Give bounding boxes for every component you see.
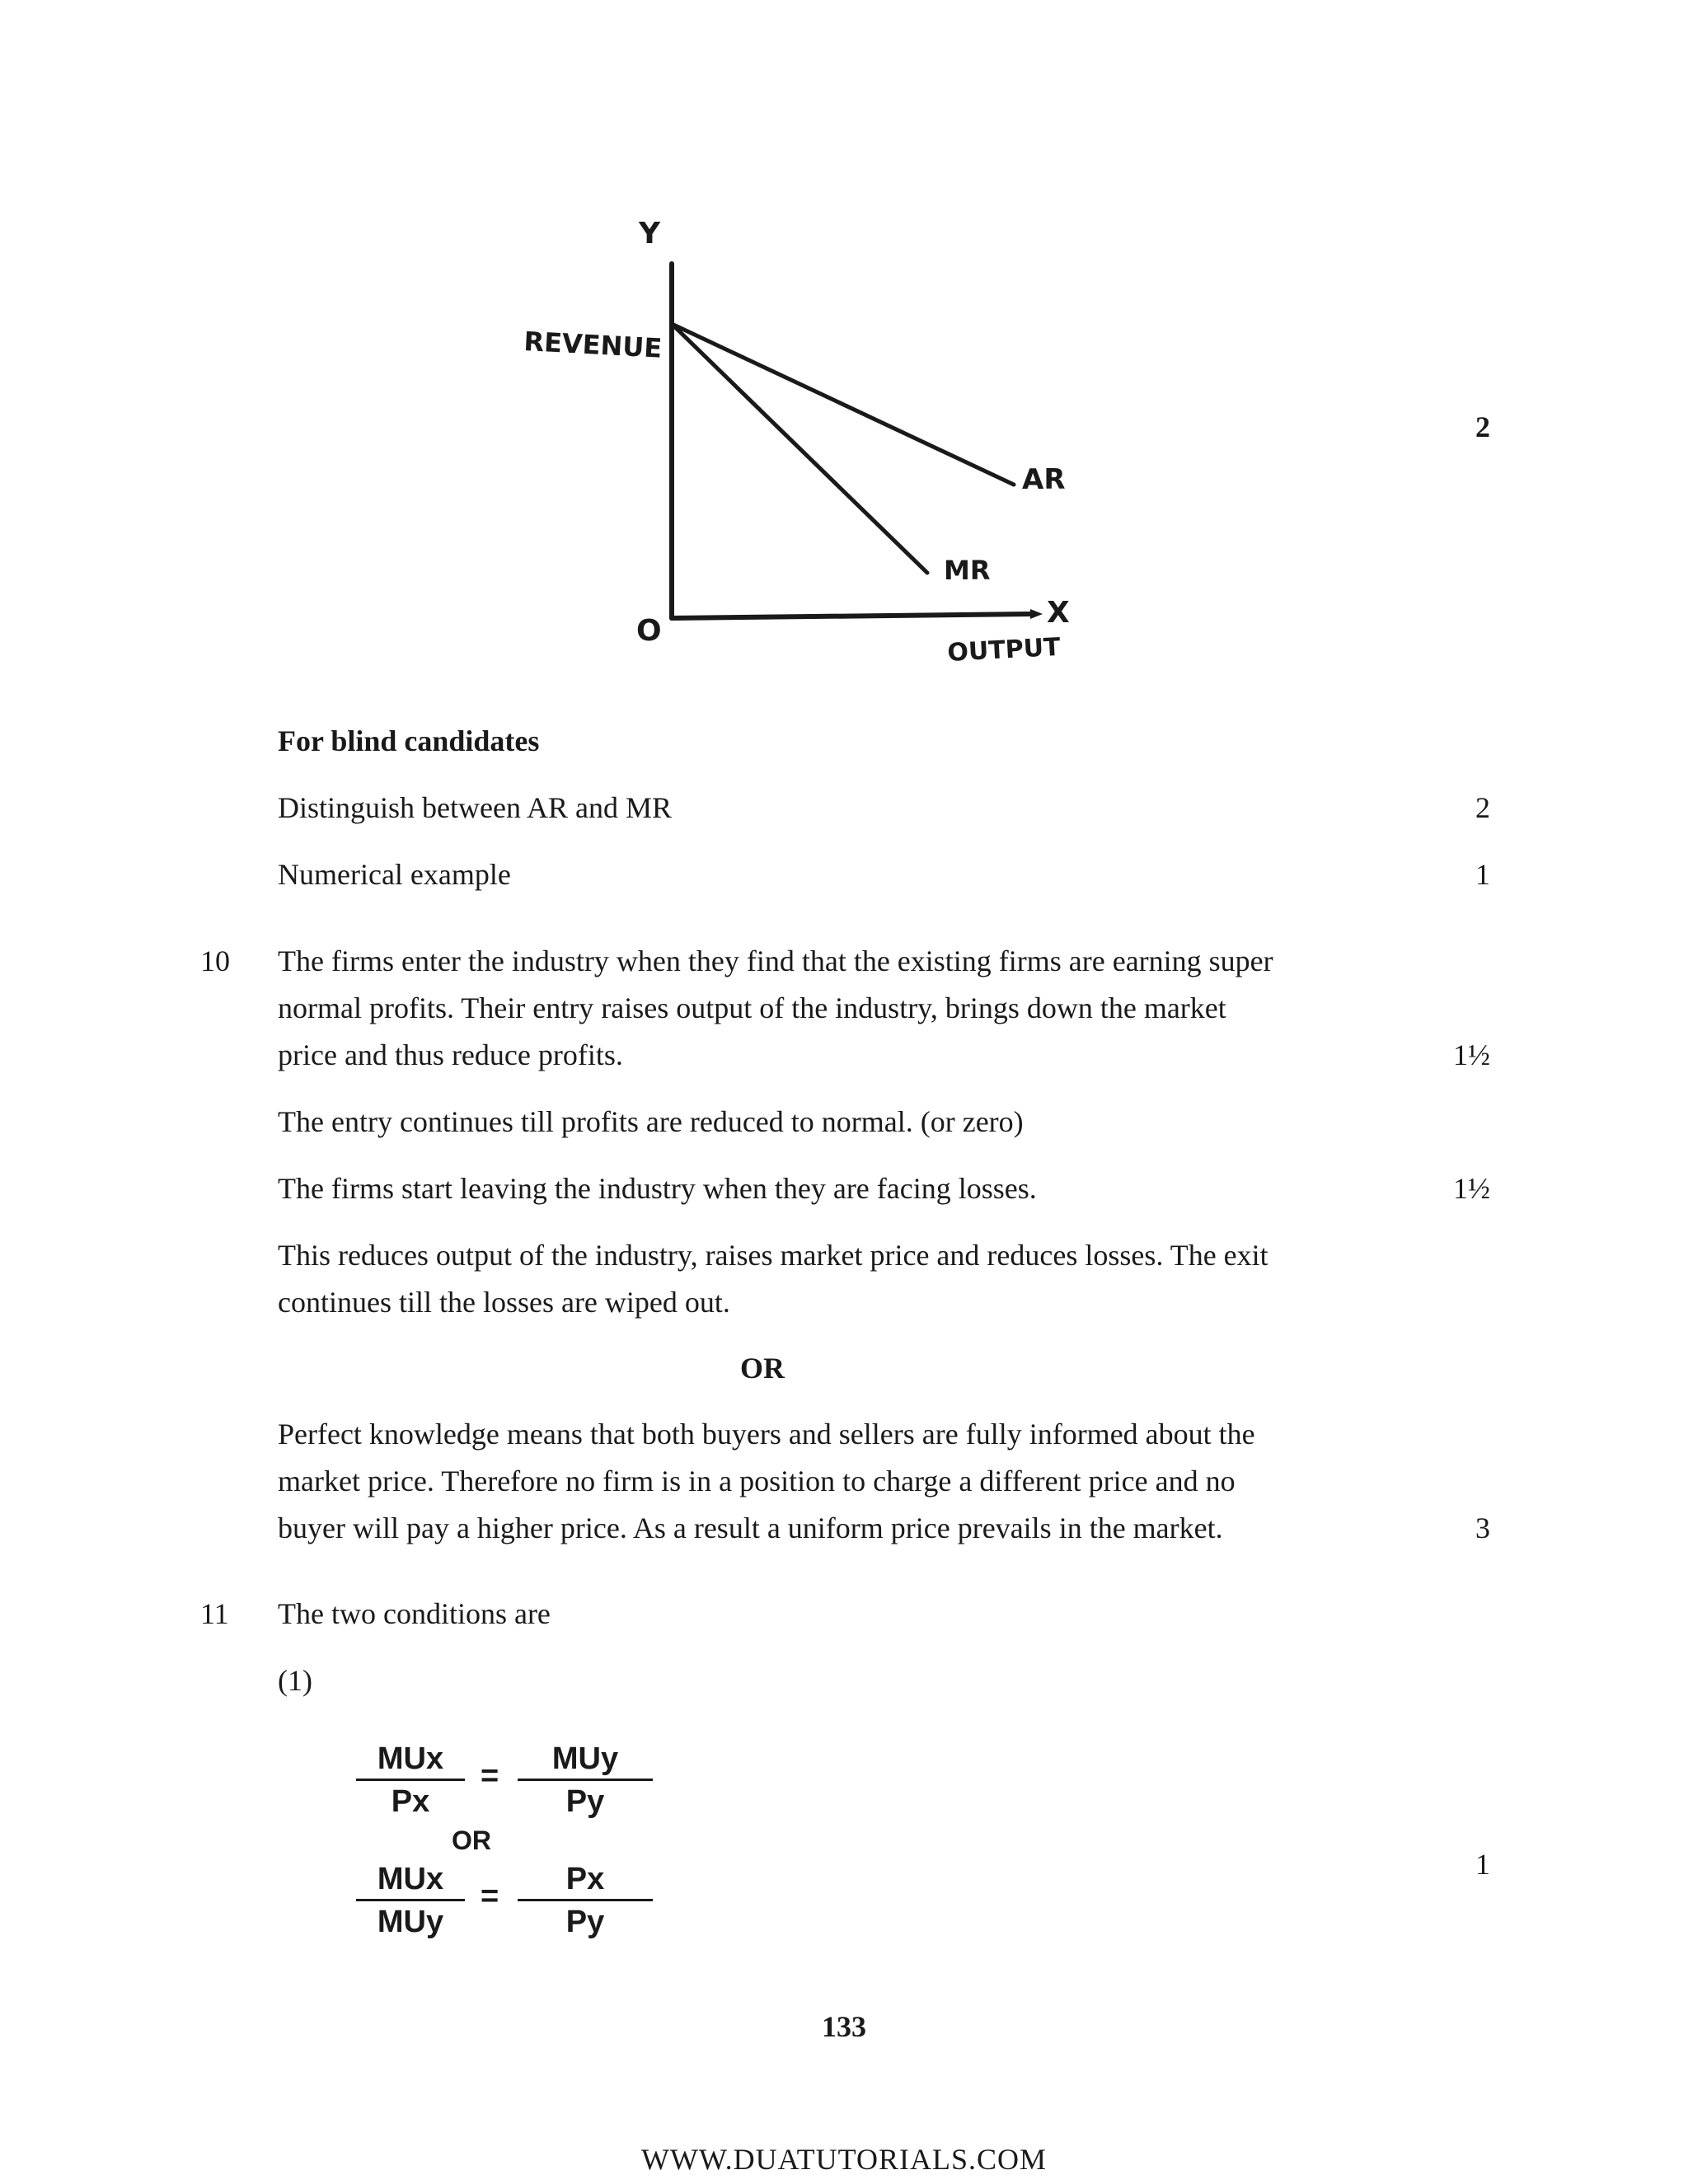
q10-or-separator: OR xyxy=(740,1352,785,1385)
q10-para4-line1: This reduces output of the industry, raises market price and reduces losses. The exit xyxy=(278,1239,1268,1272)
q10-para5-line3: buyer will pay a higher price. As a result a uniform price prevails in the market. xyxy=(278,1511,1223,1544)
ar-curve xyxy=(672,324,1014,485)
q10-para1-line3: price and thus reduce profits. xyxy=(278,1038,623,1071)
eq2-left-denominator: MUy xyxy=(377,1905,444,1939)
eq2-left-numerator: MUx xyxy=(356,1861,465,1901)
eq1-left-fraction xyxy=(356,1741,465,1822)
revenue-diagram xyxy=(495,210,1088,688)
blind-line-2-mark: 1 xyxy=(1475,858,1490,891)
eq2-right-denominator: Py xyxy=(565,1905,605,1939)
q11-item-1: (1) xyxy=(278,1664,312,1697)
blind-line-2: Numerical example xyxy=(278,858,511,891)
eq2-right-fraction xyxy=(518,1861,653,1943)
q10-para3-mark: 1½ xyxy=(1453,1172,1490,1205)
q10-para2: The entry continues till profits are reduced to normal. (or zero) xyxy=(278,1105,1024,1138)
x-axis xyxy=(672,614,1030,618)
origin-label: O xyxy=(636,614,662,648)
mr-label: MR xyxy=(944,555,991,586)
eq-or-separator: OR xyxy=(452,1825,491,1855)
question-10-number: 10 xyxy=(200,944,230,977)
eq2-equals-sign: = xyxy=(481,1879,499,1914)
footer-website: WWW.DUATUTORIALS.COM xyxy=(641,2143,1047,2176)
eq2-right-numerator: Px xyxy=(518,1861,653,1901)
mr-curve xyxy=(672,324,927,573)
blind-heading: For blind candidates xyxy=(278,724,540,757)
q11-intro: The two conditions are xyxy=(278,1597,551,1630)
q10-para1-line2: normal profits. Their entry raises output of the industry, brings down the market xyxy=(278,991,1226,1024)
question-11-number: 11 xyxy=(200,1597,229,1630)
page-number: 133 xyxy=(822,2010,866,2043)
q10-para4-line2: continues till the losses are wiped out. xyxy=(278,1286,730,1319)
eq1-right-numerator: MUy xyxy=(518,1741,653,1781)
x-axis-label: X xyxy=(1047,596,1070,630)
ar-label: AR xyxy=(1022,463,1066,496)
eq1-left-numerator: MUx xyxy=(356,1741,465,1781)
eq2-left-fraction xyxy=(356,1861,465,1943)
eq1-equals-sign: = xyxy=(481,1759,499,1793)
eq1-left-denominator: Px xyxy=(391,1784,430,1819)
q10-para1-mark: 1½ xyxy=(1453,1038,1490,1071)
q10-para5-mark: 3 xyxy=(1475,1511,1490,1544)
output-label: OUTPUT xyxy=(946,632,1062,668)
q10-para5-line2: market price. Therefore no firm is in a position to charge a different price and no xyxy=(278,1465,1236,1497)
q11-mark: 1 xyxy=(1475,1848,1490,1881)
diagram-mark: 2 xyxy=(1475,410,1490,443)
revenue-label: REVENUE xyxy=(523,326,663,364)
blind-line-1-mark: 2 xyxy=(1475,791,1490,824)
blind-line-1: Distinguish between AR and MR xyxy=(278,791,672,824)
eq1-right-fraction xyxy=(518,1741,653,1822)
y-axis-label: Y xyxy=(639,217,661,251)
x-axis-arrowhead xyxy=(1030,609,1043,619)
q10-para3: The firms start leaving the industry when they are facing losses. xyxy=(278,1172,1037,1205)
q10-para5-line1: Perfect knowledge means that both buyers and sellers are fully informed about the xyxy=(278,1418,1255,1451)
q10-para1-line1: The firms enter the industry when they find that the existing firms are earning super xyxy=(278,944,1273,977)
eq1-right-denominator: Py xyxy=(565,1784,605,1819)
